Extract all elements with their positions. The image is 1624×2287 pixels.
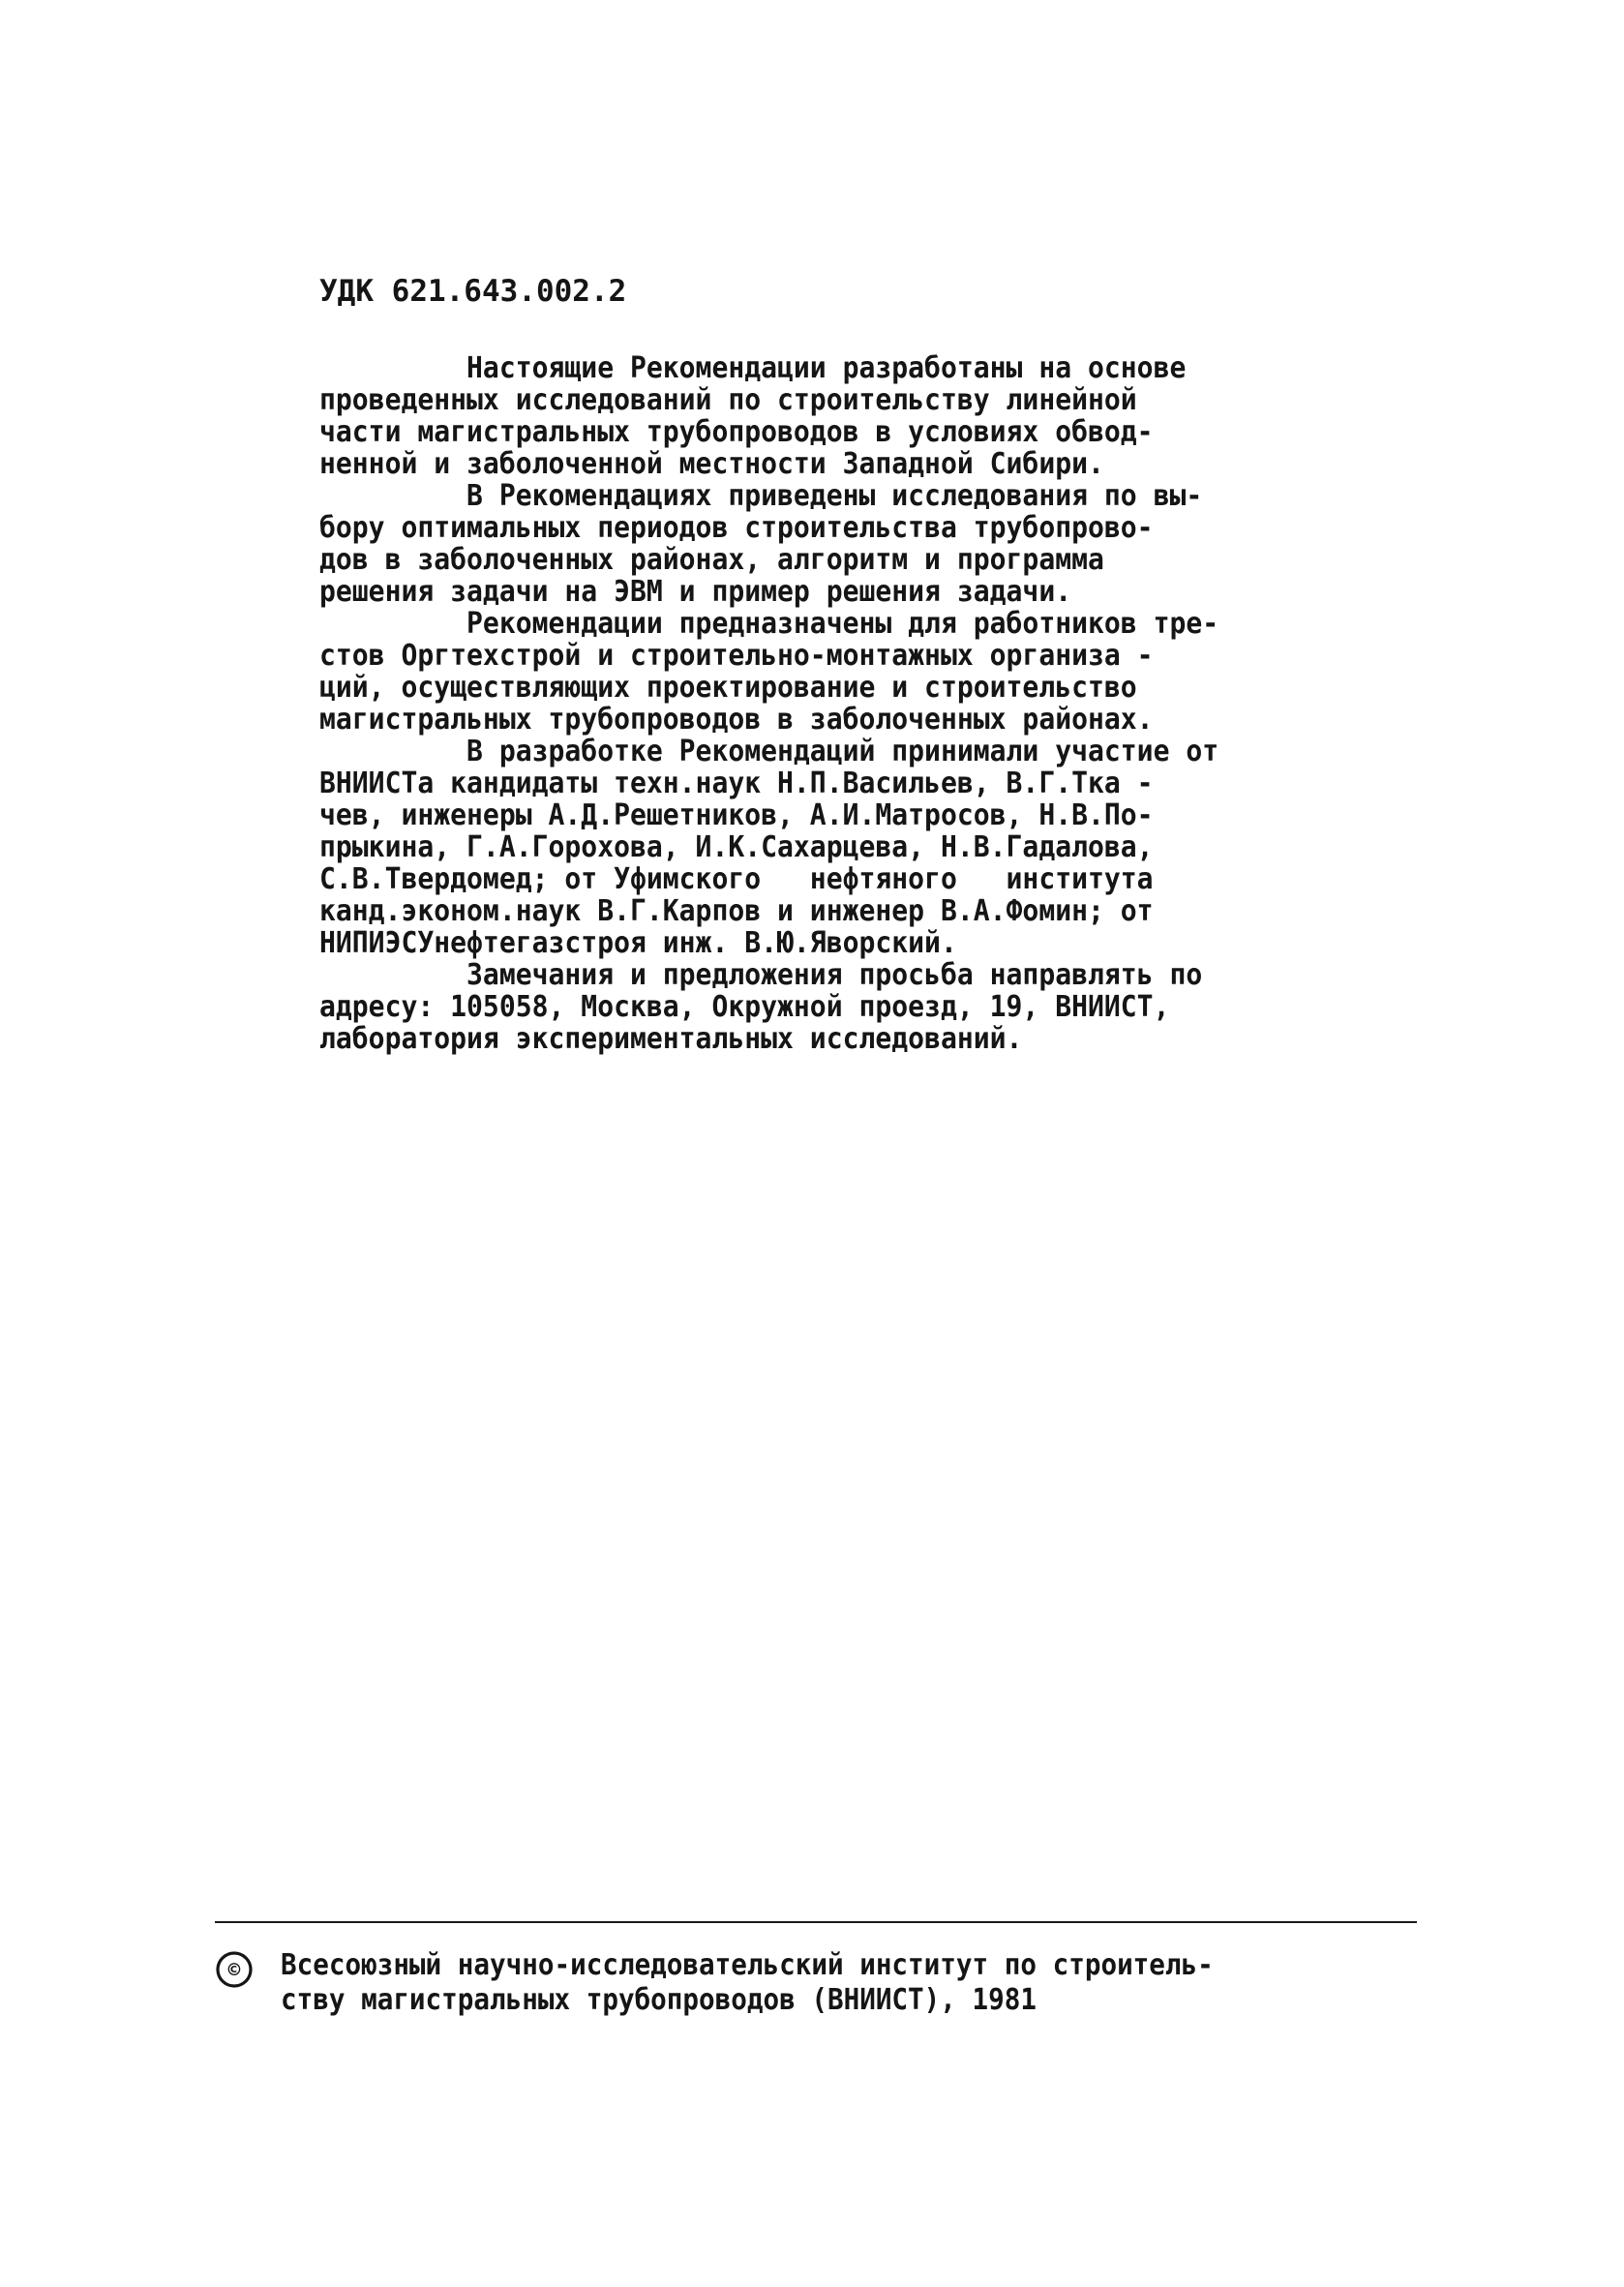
text-line: лаборатория экспериментальных исследований. bbox=[319, 1022, 1023, 1056]
text-line: В Рекомендациях приведены исследования по вы- bbox=[319, 479, 1203, 513]
text-line: Рекомендации предназначены для работников тре- bbox=[319, 607, 1219, 641]
copyright-line: ству магистральных трубопроводов (ВНИИСТ), 1981 bbox=[281, 1983, 1037, 2017]
copyright-icon bbox=[215, 1950, 254, 1989]
main-text bbox=[319, 352, 1355, 1055]
udk-code: УДК 621.643.002.2 bbox=[319, 274, 627, 309]
copyright-text bbox=[281, 1948, 1295, 2018]
text-line: прыкина, Г.А.Горохова, И.К.Сахарцева, Н.В.Гадалова, bbox=[319, 830, 1154, 864]
text-line: стов Оргтехстрой и строительно-монтажных организа - bbox=[319, 639, 1154, 673]
text-line: ненной и заболоченной местности Западной Сибири. bbox=[319, 447, 1104, 481]
text-line: магистральных трубопроводов в заболоченных районах. bbox=[319, 703, 1154, 737]
text-line: С.В.Твердомед; от Уфимского нефтяного института bbox=[319, 862, 1154, 896]
text-line: решения задачи на ЭВМ и пример решения задачи. bbox=[319, 575, 1072, 609]
copyright-symbol: © bbox=[227, 1958, 241, 1982]
text-line: адресу: 105058, Москва, Окружной проезд, 19, ВНИИСТ, bbox=[319, 990, 1170, 1024]
text-line: Настоящие Рекомендации разработаны на основе bbox=[319, 351, 1187, 385]
text-line: части магистральных трубопроводов в условиях обвод- bbox=[319, 415, 1154, 449]
text-line: бору оптимальных периодов строительства трубопрово- bbox=[319, 511, 1154, 545]
text-line: ВНИИСТа кандидаты техн.наук Н.П.Васильев, В.Г.Тка - bbox=[319, 767, 1154, 800]
text-line: канд.эконом.наук В.Г.Карпов и инженер В.А.Фомин; от bbox=[319, 894, 1154, 928]
text-line: ций, осуществляющих проектирование и строительство bbox=[319, 671, 1137, 705]
copyright-line: Всесоюзный научно-исследовательский институт по строитель- bbox=[281, 1948, 1214, 1982]
text-line: чев, инженеры А.Д.Решетников, А.И.Матросов, Н.В.По- bbox=[319, 798, 1154, 832]
text-line: НИПИЭСУнефтегазстроя инж. В.Ю.Яворский. bbox=[319, 926, 957, 960]
footer-divider bbox=[215, 1921, 1417, 1923]
text-line: В разработке Рекомендаций принимали участие от bbox=[319, 735, 1219, 768]
text-line: дов в заболоченных районах, алгоритм и программа bbox=[319, 543, 1104, 577]
text-line: Замечания и предложения просьба направлять по bbox=[319, 958, 1203, 992]
text-line: проведенных исследований по строительству линейной bbox=[319, 383, 1137, 417]
